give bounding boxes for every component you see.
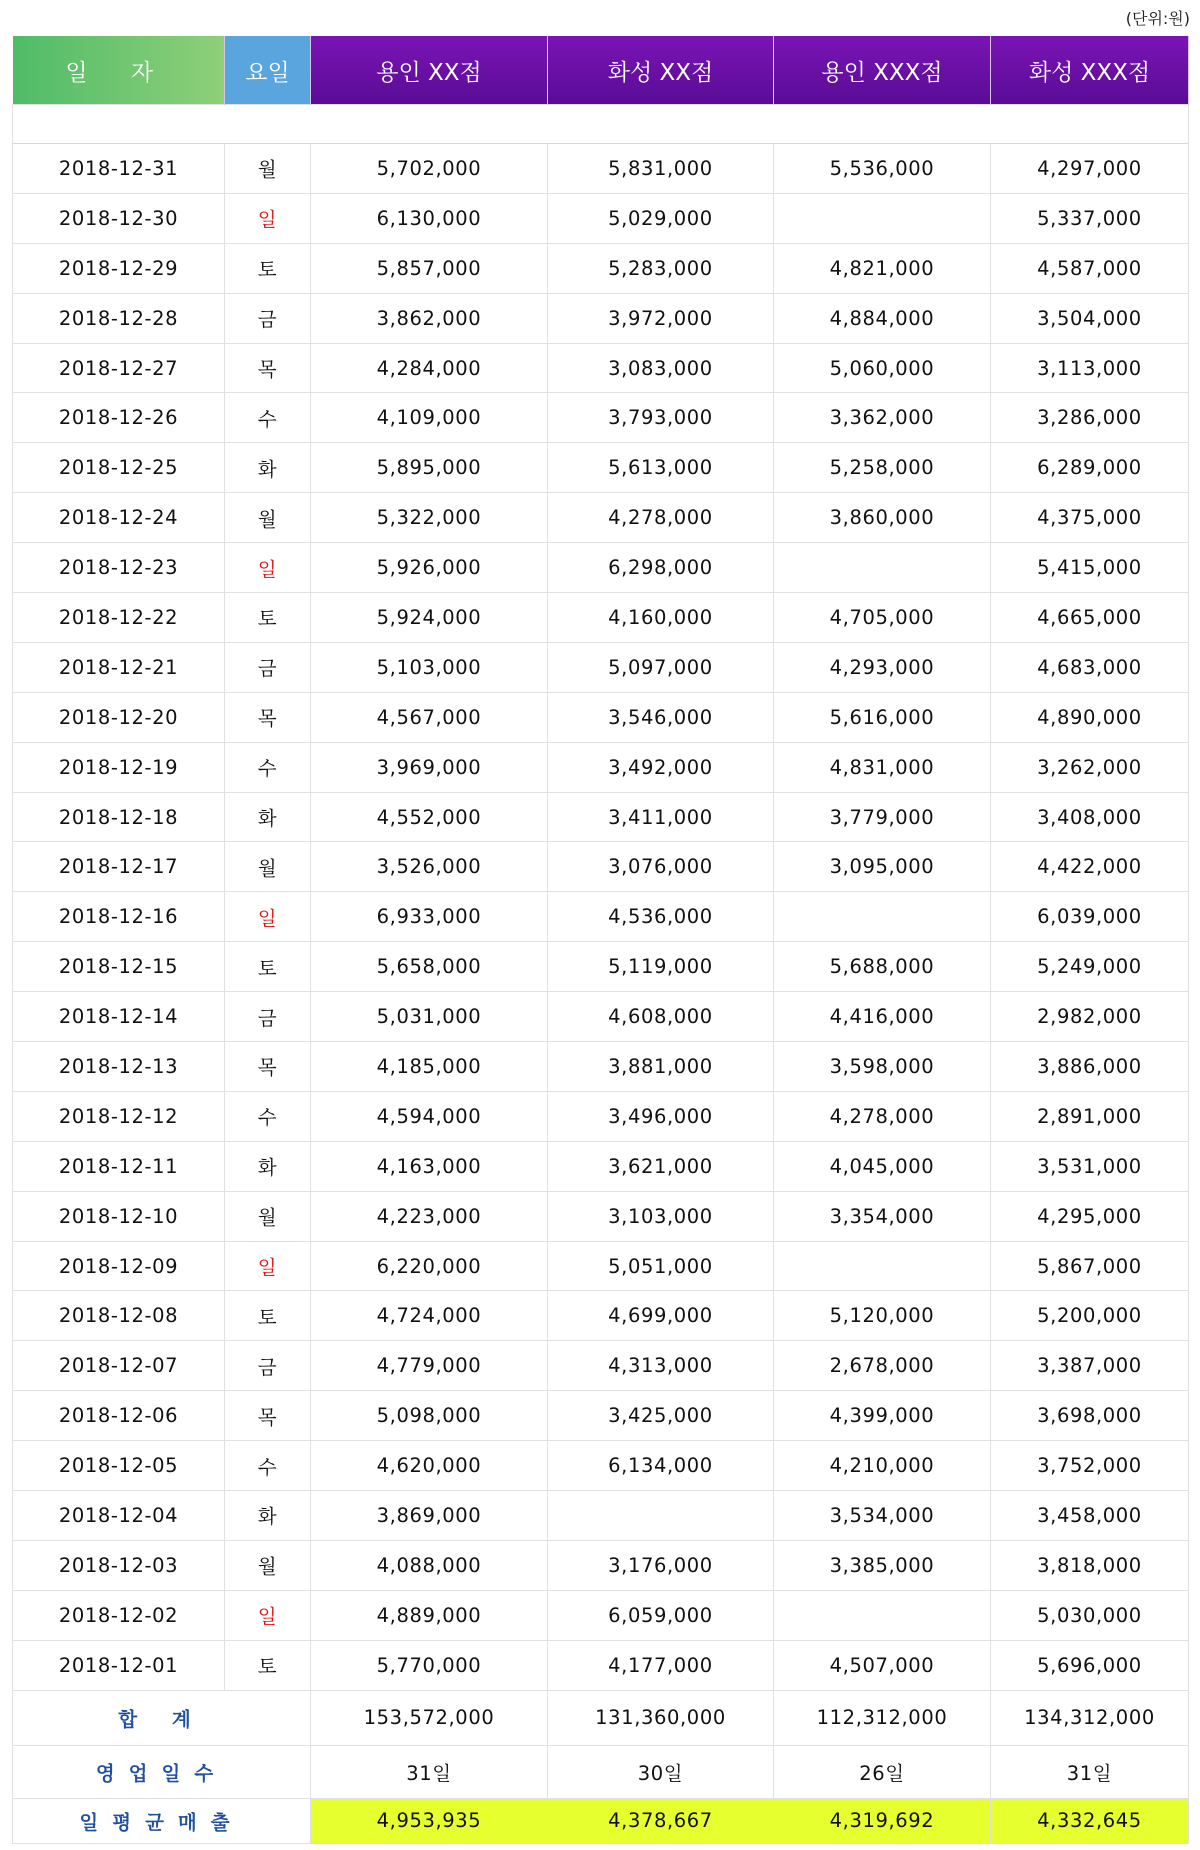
sales-cell: 6,039,000 [991, 892, 1189, 942]
sales-cell: 4,608,000 [548, 992, 774, 1042]
sales-cell: 6,130,000 [311, 193, 548, 243]
business-days-row [13, 1745, 1189, 1798]
table-row [13, 1091, 1189, 1141]
sales-cell: 5,098,000 [311, 1391, 548, 1441]
weekday-cell: 월 [225, 1540, 311, 1590]
sales-cell: 3,598,000 [774, 1042, 991, 1092]
sales-cell: 5,696,000 [991, 1640, 1189, 1690]
date-cell: 2018-12-04 [13, 1491, 225, 1541]
date-cell: 2018-12-20 [13, 692, 225, 742]
sales-cell: 5,857,000 [311, 243, 548, 293]
sales-cell: 5,031,000 [311, 992, 548, 1042]
date-cell: 2018-12-18 [13, 792, 225, 842]
sales-cell: 6,298,000 [548, 543, 774, 593]
weekday-cell: 화 [225, 792, 311, 842]
table-row [13, 892, 1189, 942]
weekday-cell: 수 [225, 1441, 311, 1491]
date-cell: 2018-12-30 [13, 193, 225, 243]
business-days-value: 26일 [774, 1745, 991, 1798]
sales-cell: 3,113,000 [991, 343, 1189, 393]
sales-cell: 4,620,000 [311, 1441, 548, 1491]
total-row [13, 1690, 1189, 1745]
sales-cell: 3,504,000 [991, 293, 1189, 343]
sales-cell: 4,889,000 [311, 1590, 548, 1640]
sales-cell: 3,752,000 [991, 1441, 1189, 1491]
sales-cell: 3,103,000 [548, 1191, 774, 1241]
date-cell: 2018-12-13 [13, 1042, 225, 1092]
date-cell: 2018-12-02 [13, 1590, 225, 1640]
weekday-cell: 금 [225, 642, 311, 692]
sales-cell: 4,552,000 [311, 792, 548, 842]
date-cell: 2018-12-03 [13, 1540, 225, 1590]
sales-cell: 4,399,000 [774, 1391, 991, 1441]
daily-average-label: 일평균매출 [13, 1798, 311, 1843]
header-date: 일 자 [13, 36, 225, 105]
sales-cell: 5,895,000 [311, 443, 548, 493]
business-days-value: 30일 [548, 1745, 774, 1798]
sales-cell: 5,926,000 [311, 543, 548, 593]
sales-cell: 5,030,000 [991, 1590, 1189, 1640]
sales-cell: 5,120,000 [774, 1291, 991, 1341]
table-row [13, 343, 1189, 393]
table-row [13, 1241, 1189, 1291]
sales-cell: 3,385,000 [774, 1540, 991, 1590]
sales-cell: 5,415,000 [991, 543, 1189, 593]
weekday-cell: 수 [225, 1091, 311, 1141]
table-row [13, 293, 1189, 343]
weekday-cell: 일 [225, 193, 311, 243]
sales-cell: 3,095,000 [774, 842, 991, 892]
sales-cell: 3,262,000 [991, 742, 1189, 792]
sales-cell: 3,286,000 [991, 393, 1189, 443]
date-cell: 2018-12-09 [13, 1241, 225, 1291]
sales-cell: 3,972,000 [548, 293, 774, 343]
spacer-row [13, 105, 1189, 144]
table-row [13, 1391, 1189, 1441]
sales-cell: 3,860,000 [774, 493, 991, 543]
table-row [13, 1590, 1189, 1640]
weekday-cell: 토 [225, 1640, 311, 1690]
date-cell: 2018-12-27 [13, 343, 225, 393]
sales-cell: 4,109,000 [311, 393, 548, 443]
sales-cell: 3,526,000 [311, 842, 548, 892]
header-store-2: 화성 XX점 [548, 36, 774, 105]
weekday-cell: 화 [225, 443, 311, 493]
sales-cell: 4,278,000 [774, 1091, 991, 1141]
sales-cell: 5,702,000 [311, 144, 548, 194]
sales-cell: 3,492,000 [548, 742, 774, 792]
sales-cell: 2,982,000 [991, 992, 1189, 1042]
table-row [13, 193, 1189, 243]
date-cell: 2018-12-31 [13, 144, 225, 194]
date-cell: 2018-12-15 [13, 942, 225, 992]
sales-cell: 4,210,000 [774, 1441, 991, 1491]
sales-cell: 3,076,000 [548, 842, 774, 892]
table-row [13, 243, 1189, 293]
table-row [13, 1191, 1189, 1241]
sales-cell: 4,779,000 [311, 1341, 548, 1391]
weekday-cell: 월 [225, 1191, 311, 1241]
weekday-cell: 토 [225, 243, 311, 293]
date-cell: 2018-12-29 [13, 243, 225, 293]
sales-cell: 3,408,000 [991, 792, 1189, 842]
table-row [13, 642, 1189, 692]
weekday-cell: 토 [225, 593, 311, 643]
date-cell: 2018-12-24 [13, 493, 225, 543]
sales-cell: 4,295,000 [991, 1191, 1189, 1241]
daily-average-value: 4,953,935 [311, 1798, 548, 1843]
sales-cell: 4,890,000 [991, 692, 1189, 742]
sales-cell: 4,699,000 [548, 1291, 774, 1341]
weekday-cell: 화 [225, 1491, 311, 1541]
table-row [13, 1341, 1189, 1391]
total-value: 153,572,000 [311, 1690, 548, 1745]
weekday-cell: 목 [225, 343, 311, 393]
weekday-cell: 일 [225, 1590, 311, 1640]
sales-cell: 4,536,000 [548, 892, 774, 942]
header-store-1: 용인 XX점 [311, 36, 548, 105]
sales-cell: 4,223,000 [311, 1191, 548, 1241]
business-days-value: 31일 [991, 1745, 1189, 1798]
sales-cell: 4,821,000 [774, 243, 991, 293]
table-row [13, 1441, 1189, 1491]
sales-cell [774, 193, 991, 243]
date-cell: 2018-12-01 [13, 1640, 225, 1690]
sales-cell: 4,045,000 [774, 1141, 991, 1191]
table-row [13, 1540, 1189, 1590]
date-cell: 2018-12-17 [13, 842, 225, 892]
sales-cell: 3,411,000 [548, 792, 774, 842]
sales-table [12, 36, 1189, 1844]
sales-cell: 3,862,000 [311, 293, 548, 343]
sales-cell: 2,678,000 [774, 1341, 991, 1391]
sales-cell: 5,258,000 [774, 443, 991, 493]
header-store-3: 용인 XXX점 [774, 36, 991, 105]
sales-cell: 3,698,000 [991, 1391, 1189, 1441]
date-cell: 2018-12-21 [13, 642, 225, 692]
sales-cell: 3,818,000 [991, 1540, 1189, 1590]
date-cell: 2018-12-06 [13, 1391, 225, 1441]
date-cell: 2018-12-19 [13, 742, 225, 792]
date-cell: 2018-12-28 [13, 293, 225, 343]
sales-cell: 4,088,000 [311, 1540, 548, 1590]
sales-cell: 5,924,000 [311, 593, 548, 643]
sales-cell: 3,534,000 [774, 1491, 991, 1541]
sales-cell: 3,546,000 [548, 692, 774, 742]
sales-cell: 5,103,000 [311, 642, 548, 692]
sales-cell: 6,220,000 [311, 1241, 548, 1291]
sales-cell [774, 1590, 991, 1640]
weekday-cell: 금 [225, 1341, 311, 1391]
weekday-cell: 수 [225, 742, 311, 792]
weekday-cell: 수 [225, 393, 311, 443]
daily-average-row [13, 1798, 1189, 1843]
sales-cell: 4,163,000 [311, 1141, 548, 1191]
table-row [13, 942, 1189, 992]
weekday-cell: 월 [225, 493, 311, 543]
sales-cell: 4,284,000 [311, 343, 548, 393]
sales-cell: 5,688,000 [774, 942, 991, 992]
sales-cell: 5,867,000 [991, 1241, 1189, 1291]
sales-cell [774, 1241, 991, 1291]
sales-cell: 4,278,000 [548, 493, 774, 543]
sales-cell: 4,587,000 [991, 243, 1189, 293]
sales-cell: 3,387,000 [991, 1341, 1189, 1391]
sales-cell [548, 1491, 774, 1541]
sales-cell: 4,567,000 [311, 692, 548, 742]
sales-cell: 5,613,000 [548, 443, 774, 493]
sales-cell: 5,658,000 [311, 942, 548, 992]
sales-cell: 4,665,000 [991, 593, 1189, 643]
sales-cell: 3,354,000 [774, 1191, 991, 1241]
sales-cell [774, 892, 991, 942]
sales-cell: 5,051,000 [548, 1241, 774, 1291]
table-row [13, 1042, 1189, 1092]
sales-cell: 5,322,000 [311, 493, 548, 543]
table-row [13, 144, 1189, 194]
sales-cell: 4,160,000 [548, 593, 774, 643]
sales-cell: 4,416,000 [774, 992, 991, 1042]
business-days-value: 31일 [311, 1745, 548, 1798]
sales-cell: 6,933,000 [311, 892, 548, 942]
date-cell: 2018-12-05 [13, 1441, 225, 1491]
sales-cell: 3,779,000 [774, 792, 991, 842]
header-day: 요일 [225, 36, 311, 105]
sales-cell: 5,337,000 [991, 193, 1189, 243]
table-row [13, 1141, 1189, 1191]
table-row [13, 742, 1189, 792]
sales-cell: 4,177,000 [548, 1640, 774, 1690]
table-row [13, 443, 1189, 493]
table-row [13, 792, 1189, 842]
sales-cell: 3,869,000 [311, 1491, 548, 1541]
table-row [13, 1491, 1189, 1541]
sales-cell: 4,422,000 [991, 842, 1189, 892]
total-value: 131,360,000 [548, 1690, 774, 1745]
business-days-label: 영업일수 [13, 1745, 311, 1798]
sales-cell: 5,831,000 [548, 144, 774, 194]
sales-cell: 3,176,000 [548, 1540, 774, 1590]
sales-cell: 3,793,000 [548, 393, 774, 443]
total-label: 합 계 [13, 1690, 311, 1745]
sales-cell: 3,621,000 [548, 1141, 774, 1191]
table-row [13, 842, 1189, 892]
date-cell: 2018-12-10 [13, 1191, 225, 1241]
weekday-cell: 월 [225, 842, 311, 892]
date-cell: 2018-12-26 [13, 393, 225, 443]
sales-cell: 5,616,000 [774, 692, 991, 742]
date-cell: 2018-12-16 [13, 892, 225, 942]
sales-cell: 4,705,000 [774, 593, 991, 643]
table-row [13, 992, 1189, 1042]
sales-cell: 3,531,000 [991, 1141, 1189, 1191]
weekday-cell: 일 [225, 1241, 311, 1291]
weekday-cell: 일 [225, 543, 311, 593]
daily-average-value: 4,378,667 [548, 1798, 774, 1843]
date-cell: 2018-12-22 [13, 593, 225, 643]
date-cell: 2018-12-07 [13, 1341, 225, 1391]
weekday-cell: 목 [225, 1391, 311, 1441]
sales-cell: 3,362,000 [774, 393, 991, 443]
table-row [13, 692, 1189, 742]
weekday-cell: 화 [225, 1141, 311, 1191]
date-cell: 2018-12-23 [13, 543, 225, 593]
sales-cell: 3,425,000 [548, 1391, 774, 1441]
sales-cell: 5,029,000 [548, 193, 774, 243]
table-row [13, 543, 1189, 593]
weekday-cell: 목 [225, 692, 311, 742]
sales-cell: 4,293,000 [774, 642, 991, 692]
sales-cell: 4,507,000 [774, 1640, 991, 1690]
weekday-cell: 목 [225, 1042, 311, 1092]
total-value: 134,312,000 [991, 1690, 1189, 1745]
sales-cell: 3,881,000 [548, 1042, 774, 1092]
table-row [13, 593, 1189, 643]
sales-cell: 4,313,000 [548, 1341, 774, 1391]
sales-cell: 3,886,000 [991, 1042, 1189, 1092]
sales-cell: 3,969,000 [311, 742, 548, 792]
header-row [13, 36, 1189, 105]
weekday-cell: 월 [225, 144, 311, 194]
date-cell: 2018-12-12 [13, 1091, 225, 1141]
sales-cell: 3,458,000 [991, 1491, 1189, 1541]
date-cell: 2018-12-25 [13, 443, 225, 493]
sales-cell: 6,059,000 [548, 1590, 774, 1640]
total-value: 112,312,000 [774, 1690, 991, 1745]
sales-cell: 4,884,000 [774, 293, 991, 343]
table-row [13, 493, 1189, 543]
sales-cell: 5,200,000 [991, 1291, 1189, 1341]
weekday-cell: 금 [225, 992, 311, 1042]
sales-cell: 4,724,000 [311, 1291, 548, 1341]
sales-cell: 5,536,000 [774, 144, 991, 194]
header-store-4: 화성 XXX점 [991, 36, 1189, 105]
sales-cell: 4,594,000 [311, 1091, 548, 1141]
sales-cell: 3,083,000 [548, 343, 774, 393]
weekday-cell: 일 [225, 892, 311, 942]
daily-average-value: 4,332,645 [991, 1798, 1189, 1843]
date-cell: 2018-12-14 [13, 992, 225, 1042]
table-row [13, 1291, 1189, 1341]
sales-cell: 4,297,000 [991, 144, 1189, 194]
sales-cell: 4,185,000 [311, 1042, 548, 1092]
daily-average-value: 4,319,692 [774, 1798, 991, 1843]
sales-cell: 5,060,000 [774, 343, 991, 393]
weekday-cell: 토 [225, 1291, 311, 1341]
weekday-cell: 토 [225, 942, 311, 992]
sales-cell [774, 543, 991, 593]
table-row [13, 1640, 1189, 1690]
weekday-cell: 금 [225, 293, 311, 343]
sales-cell: 5,770,000 [311, 1640, 548, 1690]
sales-cell: 6,289,000 [991, 443, 1189, 493]
sales-cell: 5,119,000 [548, 942, 774, 992]
date-cell: 2018-12-11 [13, 1141, 225, 1191]
sales-cell: 4,831,000 [774, 742, 991, 792]
unit-label: (단위:원) [1125, 9, 1190, 28]
date-cell: 2018-12-08 [13, 1291, 225, 1341]
sales-cell: 2,891,000 [991, 1091, 1189, 1141]
sales-cell: 4,375,000 [991, 493, 1189, 543]
sales-cell: 5,283,000 [548, 243, 774, 293]
sales-cell: 5,097,000 [548, 642, 774, 692]
sales-cell: 6,134,000 [548, 1441, 774, 1491]
sales-cell: 4,683,000 [991, 642, 1189, 692]
sales-cell: 5,249,000 [991, 942, 1189, 992]
table-row [13, 393, 1189, 443]
sales-cell: 3,496,000 [548, 1091, 774, 1141]
